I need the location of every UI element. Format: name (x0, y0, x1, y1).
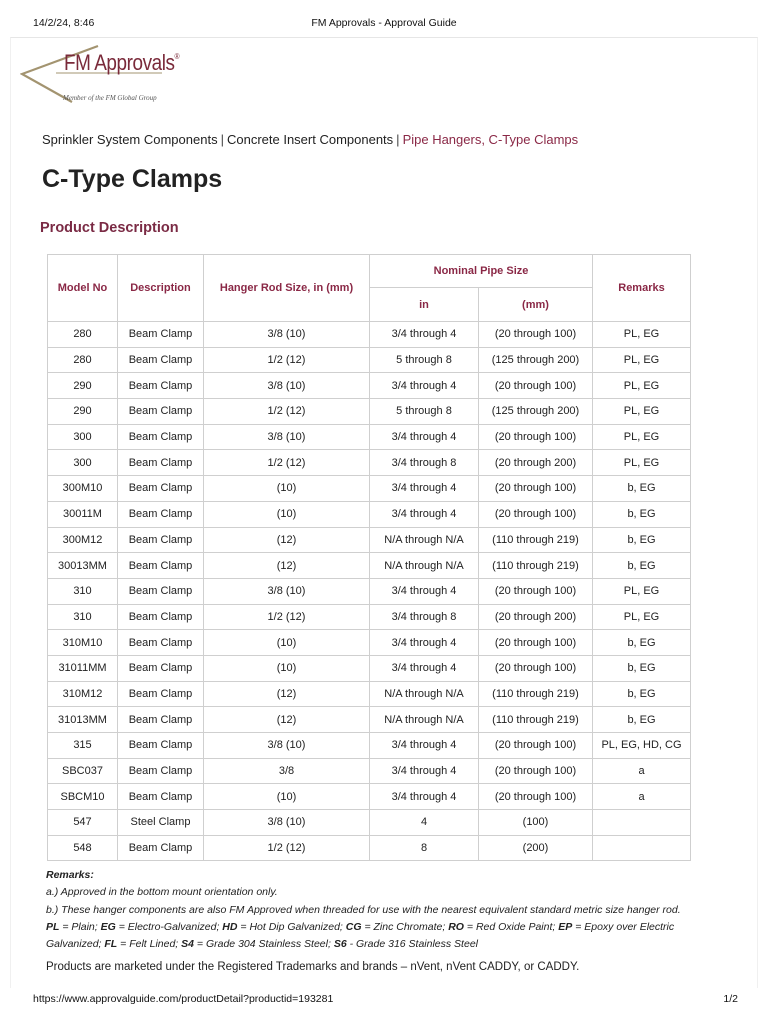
table-row (48, 373, 691, 399)
abbreviation-code: EG (100, 920, 116, 933)
cell-pipe-in: 5 through 8 (370, 399, 479, 425)
cell-remarks: PL, EG (593, 450, 691, 476)
cell-description: Beam Clamp (118, 399, 204, 425)
cell-pipe-in: N/A through N/A (370, 707, 479, 733)
cell-model-no: 310 (48, 604, 118, 630)
cell-pipe-mm: (20 through 100) (479, 578, 593, 604)
page-title: C-Type Clamps (42, 165, 223, 193)
cell-description: Beam Clamp (118, 347, 204, 373)
cell-hanger-rod-size: (12) (204, 527, 370, 553)
abbreviation-code: S6 (333, 938, 347, 951)
cell-hanger-rod-size: 3/8 (10) (204, 322, 370, 348)
cell-model-no: SBCM10 (48, 784, 118, 810)
cell-hanger-rod-size: (10) (204, 784, 370, 810)
cell-hanger-rod-size: 1/2 (12) (204, 347, 370, 373)
cell-hanger-rod-size: 3/8 (10) (204, 424, 370, 450)
abbreviation-code: HD (222, 920, 238, 933)
cell-hanger-rod-size: 3/8 (10) (204, 578, 370, 604)
cell-description: Beam Clamp (118, 578, 204, 604)
cell-remarks: a (593, 784, 691, 810)
table-row (48, 835, 691, 861)
header-description: Description (118, 255, 204, 322)
print-footer (0, 993, 768, 1007)
cell-pipe-mm: (20 through 100) (479, 501, 593, 527)
print-date: 14/2/24, 8:46 (33, 17, 95, 29)
abbreviation-code: CG (345, 920, 362, 933)
cell-pipe-mm: (110 through 219) (479, 681, 593, 707)
cell-description: Beam Clamp (118, 476, 204, 502)
cell-description: Beam Clamp (118, 655, 204, 681)
cell-description: Beam Clamp (118, 681, 204, 707)
cell-pipe-in: 8 (370, 835, 479, 861)
cell-remarks: PL, EG (593, 373, 691, 399)
cell-description: Beam Clamp (118, 424, 204, 450)
table-row (48, 347, 691, 373)
cell-model-no: 280 (48, 347, 118, 373)
cell-description: Beam Clamp (118, 373, 204, 399)
cell-pipe-in: 4 (370, 810, 479, 836)
cell-remarks: b, EG (593, 630, 691, 656)
print-header (0, 17, 768, 31)
remarks-title: Remarks: (46, 869, 94, 881)
cell-pipe-in: 3/4 through 8 (370, 450, 479, 476)
abbreviation-separator: = (466, 920, 474, 933)
table-row (48, 758, 691, 784)
cell-remarks: b, EG (593, 501, 691, 527)
cell-remarks: PL, EG (593, 424, 691, 450)
table-row (48, 578, 691, 604)
abbreviation-separator: = (120, 938, 127, 951)
table-row (48, 501, 691, 527)
table-row (48, 784, 691, 810)
cell-description: Beam Clamp (118, 758, 204, 784)
table-header-row (48, 255, 691, 288)
abbreviation-code: RO (448, 920, 464, 933)
cell-pipe-mm: (200) (479, 835, 593, 861)
abbreviation-separator: = (118, 920, 125, 933)
breadcrumb-separator: | (220, 132, 224, 147)
cell-model-no: 290 (48, 373, 118, 399)
print-title: FM Approvals - Approval Guide (311, 17, 457, 29)
abbreviation-code: EP (558, 920, 573, 933)
cell-remarks: b, EG (593, 707, 691, 733)
cell-description: Beam Clamp (118, 733, 204, 759)
cell-hanger-rod-size: 3/8 (204, 758, 370, 784)
cell-pipe-mm: (20 through 200) (479, 604, 593, 630)
table-row (48, 655, 691, 681)
marketed-text: Products are marketed under the Registered Trademarks and brands – nVent, nVent CADDY, or CADDY. (46, 961, 580, 973)
cell-description: Beam Clamp (118, 835, 204, 861)
cell-model-no: 31011MM (48, 655, 118, 681)
cell-model-no: 300 (48, 450, 118, 476)
cell-pipe-mm: (20 through 100) (479, 424, 593, 450)
cell-pipe-mm: (125 through 200) (479, 347, 593, 373)
cell-remarks: PL, EG (593, 322, 691, 348)
cell-pipe-in: 3/4 through 8 (370, 604, 479, 630)
breadcrumb-item-current[interactable]: Pipe Hangers, C-Type Clamps (402, 132, 579, 147)
cell-model-no: 30011M (48, 501, 118, 527)
cell-remarks: b, EG (593, 681, 691, 707)
section-title: Product Description (40, 220, 179, 236)
print-page-number: 1/2 (723, 993, 738, 1005)
cell-hanger-rod-size: (10) (204, 501, 370, 527)
cell-pipe-mm: (20 through 100) (479, 733, 593, 759)
fm-approvals-logo[interactable] (20, 44, 180, 106)
cell-pipe-in: 3/4 through 4 (370, 322, 479, 348)
cell-hanger-rod-size: (10) (204, 630, 370, 656)
cell-pipe-mm: (20 through 100) (479, 373, 593, 399)
abbreviation-separator: = (240, 920, 247, 933)
header-pipe-mm: (mm) (479, 288, 593, 322)
cell-hanger-rod-size: (12) (204, 681, 370, 707)
cell-remarks: b, EG (593, 476, 691, 502)
cell-remarks (593, 835, 691, 861)
cell-pipe-mm: (20 through 100) (479, 655, 593, 681)
cell-model-no: 547 (48, 810, 118, 836)
table-row (48, 630, 691, 656)
cell-pipe-mm: (20 through 100) (479, 784, 593, 810)
cell-pipe-mm: (110 through 219) (479, 553, 593, 579)
cell-hanger-rod-size: (10) (204, 476, 370, 502)
header-pipe-in: in (370, 288, 479, 322)
cell-hanger-rod-size: 3/8 (10) (204, 733, 370, 759)
abbreviation-separator: = (364, 920, 371, 933)
cell-remarks: b, EG (593, 655, 691, 681)
header-remarks: Remarks (593, 255, 691, 322)
cell-remarks (593, 810, 691, 836)
cell-pipe-in: 3/4 through 4 (370, 501, 479, 527)
cell-description: Beam Clamp (118, 604, 204, 630)
table-row (48, 527, 691, 553)
cell-hanger-rod-size: 1/2 (12) (204, 450, 370, 476)
table-row (48, 450, 691, 476)
table-row (48, 399, 691, 425)
cell-pipe-in: 3/4 through 4 (370, 424, 479, 450)
cell-hanger-rod-size: (12) (204, 707, 370, 733)
cell-model-no: 300 (48, 424, 118, 450)
cell-pipe-in: 3/4 through 4 (370, 630, 479, 656)
abbreviation-meaning: Hot Dip Galvanized; (249, 920, 343, 933)
cell-pipe-in: N/A through N/A (370, 527, 479, 553)
breadcrumb (42, 132, 578, 147)
table-row (48, 604, 691, 630)
cell-remarks: b, EG (593, 553, 691, 579)
cell-pipe-mm: (20 through 200) (479, 450, 593, 476)
abbreviation-meaning: Epoxy over Electric Galvanized; (46, 920, 675, 951)
cell-pipe-in: 5 through 8 (370, 347, 479, 373)
cell-hanger-rod-size: 1/2 (12) (204, 604, 370, 630)
table-row (48, 322, 691, 348)
cell-pipe-mm: (20 through 100) (479, 322, 593, 348)
breadcrumb-item-concrete[interactable]: Concrete Insert Components (226, 132, 394, 147)
cell-pipe-mm: (20 through 100) (479, 476, 593, 502)
cell-pipe-in: N/A through N/A (370, 681, 479, 707)
cell-pipe-in: 3/4 through 4 (370, 578, 479, 604)
cell-description: Beam Clamp (118, 450, 204, 476)
cell-model-no: 310M12 (48, 681, 118, 707)
cell-model-no: 30013MM (48, 553, 118, 579)
cell-pipe-in: 3/4 through 4 (370, 655, 479, 681)
cell-remarks: PL, EG (593, 347, 691, 373)
table-row (48, 424, 691, 450)
cell-pipe-in: 3/4 through 4 (370, 373, 479, 399)
cell-description: Beam Clamp (118, 630, 204, 656)
breadcrumb-separator: | (396, 132, 400, 147)
cell-description: Steel Clamp (118, 810, 204, 836)
cell-description: Beam Clamp (118, 527, 204, 553)
cell-hanger-rod-size: (10) (204, 655, 370, 681)
cell-remarks: PL, EG (593, 578, 691, 604)
cell-description: Beam Clamp (118, 322, 204, 348)
breadcrumb-item-sprinkler[interactable]: Sprinkler System Components (42, 132, 218, 147)
cell-pipe-in: 3/4 through 4 (370, 476, 479, 502)
cell-model-no: 548 (48, 835, 118, 861)
abbreviation-meaning: Grade 316 Stainless Steel (356, 938, 478, 951)
table-body (48, 322, 691, 861)
table-row (48, 733, 691, 759)
cell-model-no: 310 (48, 578, 118, 604)
cell-hanger-rod-size: 1/2 (12) (204, 399, 370, 425)
abbreviation-meaning: Red Oxide Paint; (475, 920, 556, 933)
cell-pipe-in: 3/4 through 4 (370, 758, 479, 784)
remark-abbreviations (46, 919, 706, 954)
cell-pipe-mm: (100) (479, 810, 593, 836)
remarks-block (46, 867, 706, 953)
cell-pipe-in: 3/4 through 4 (370, 784, 479, 810)
cell-model-no: SBC037 (48, 758, 118, 784)
cell-model-no: 300M10 (48, 476, 118, 502)
cell-remarks: b, EG (593, 527, 691, 553)
abbreviation-code: FL (104, 938, 118, 951)
abbreviation-meaning: Felt Lined; (129, 938, 179, 951)
cell-remarks: PL, EG, HD, CG (593, 733, 691, 759)
cell-description: Beam Clamp (118, 553, 204, 579)
cell-remarks: PL, EG (593, 399, 691, 425)
cell-pipe-mm: (20 through 100) (479, 758, 593, 784)
cell-description: Beam Clamp (118, 707, 204, 733)
table-row (48, 476, 691, 502)
table-row (48, 681, 691, 707)
table-row (48, 707, 691, 733)
abbreviation-code: S4 (181, 938, 194, 951)
cell-remarks: a (593, 758, 691, 784)
print-url: https://www.approvalguide.com/productDetail?productid=193281 (33, 993, 334, 1005)
cell-hanger-rod-size: 1/2 (12) (204, 835, 370, 861)
cell-pipe-mm: (110 through 219) (479, 707, 593, 733)
logo-tagline: Member of the FM Global Group (63, 94, 157, 102)
cell-pipe-mm: (125 through 200) (479, 399, 593, 425)
header-nominal-pipe-size: Nominal Pipe Size (370, 255, 593, 288)
cell-pipe-mm: (110 through 219) (479, 527, 593, 553)
cell-pipe-mm: (20 through 100) (479, 630, 593, 656)
abbreviation-meaning: Plain; (71, 920, 98, 933)
abbreviation-meaning: Grade 304 Stainless Steel; (205, 938, 331, 951)
abbreviation-separator: = (196, 938, 204, 951)
abbreviation-meaning: Electro-Galvanized; (127, 920, 220, 933)
cell-hanger-rod-size: (12) (204, 553, 370, 579)
cell-description: Beam Clamp (118, 501, 204, 527)
product-table (47, 254, 691, 861)
abbreviation-separator: - (349, 938, 354, 951)
remark-note-b: b.) These hanger components are also FM Approved when threaded for use with the nearest equivalent standard metric size hanger rod. (46, 903, 681, 916)
table-row (48, 553, 691, 579)
header-model-no: Model No (48, 255, 118, 322)
abbreviation-separator: = (575, 920, 582, 933)
abbreviation-code: PL (46, 920, 60, 933)
cell-model-no: 280 (48, 322, 118, 348)
cell-model-no: 310M10 (48, 630, 118, 656)
abbreviation-separator: = (62, 920, 69, 933)
cell-model-no: 290 (48, 399, 118, 425)
cell-pipe-in: N/A through N/A (370, 553, 479, 579)
header-hanger-rod-size: Hanger Rod Size, in (mm) (204, 255, 370, 322)
cell-model-no: 31013MM (48, 707, 118, 733)
cell-hanger-rod-size: 3/8 (10) (204, 373, 370, 399)
cell-pipe-in: 3/4 through 4 (370, 733, 479, 759)
cell-remarks: PL, EG (593, 604, 691, 630)
cell-hanger-rod-size: 3/8 (10) (204, 810, 370, 836)
cell-description: Beam Clamp (118, 784, 204, 810)
logo-wordmark: FM Approvals® (64, 50, 180, 75)
cell-model-no: 315 (48, 733, 118, 759)
cell-model-no: 300M12 (48, 527, 118, 553)
abbreviation-meaning: Zinc Chromate; (373, 920, 446, 933)
remark-note-a: a.) Approved in the bottom mount orientation only. (46, 886, 278, 899)
table-row (48, 810, 691, 836)
